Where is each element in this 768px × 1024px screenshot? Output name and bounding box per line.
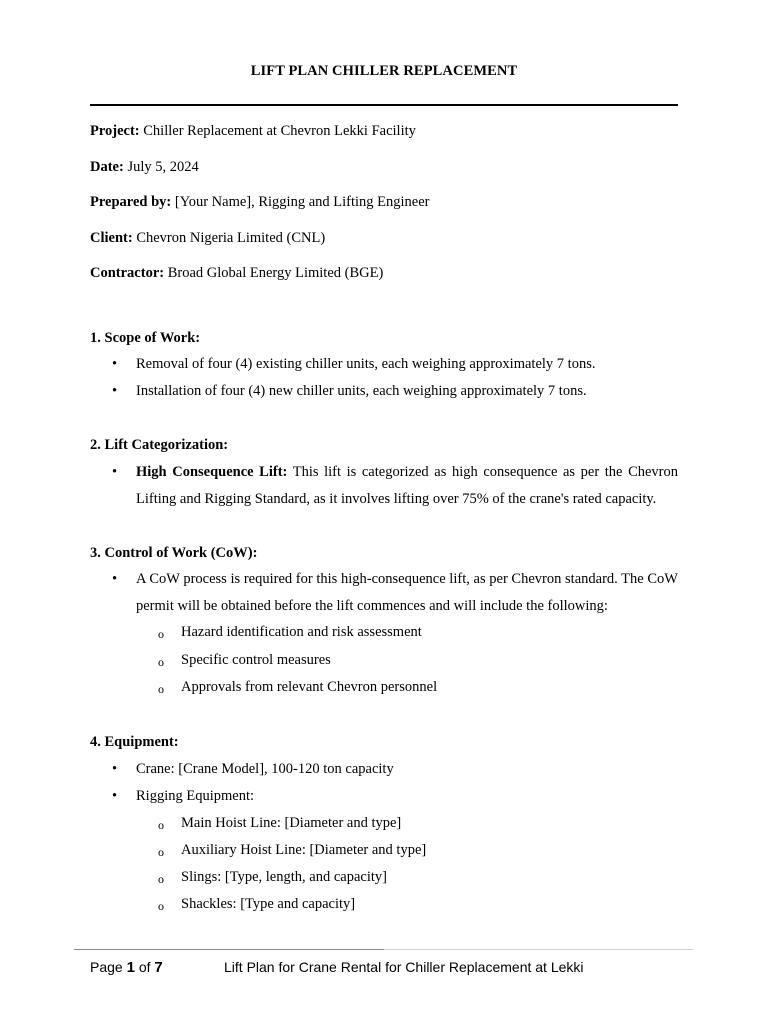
meta-label: Client: — [90, 230, 133, 246]
bullet-marker: • — [112, 761, 118, 777]
meta-label: Project: — [90, 123, 140, 139]
sub-list-item: Slings: [Type, length, and capacity] — [181, 869, 387, 885]
meta-value: Broad Global Energy Limited (BGE) — [167, 265, 384, 281]
bullet-marker: • — [112, 571, 118, 587]
footer-divider-light — [384, 949, 693, 950]
bullet-marker: • — [112, 356, 118, 372]
sub-bullet-marker: o — [158, 845, 164, 859]
footer-of-word: of — [138, 959, 151, 975]
footer-page-total: 7 — [154, 959, 163, 976]
section-heading-control-of-work: 3. Control of Work (CoW): — [90, 545, 258, 561]
list-item: Installation of four (4) new chiller units, each weighing approximately 7 tons. — [136, 383, 587, 399]
sub-list-item: Auxiliary Hoist Line: [Diameter and type] — [181, 842, 427, 858]
meta-label: Prepared by: — [90, 194, 172, 210]
list-item: Removal of four (4) existing chiller units, each weighing approximately 7 tons. — [136, 356, 596, 372]
meta-project — [90, 122, 416, 140]
sub-bullet-marker: o — [158, 872, 164, 886]
sub-list-item: Approvals from relevant Chevron personnel — [181, 679, 438, 695]
list-item: A CoW process is required for this high-consequence lift, as per Chevron standard. The CoW permit will be obtained before the lift commences and will include the following: — [136, 571, 678, 614]
meta-value: [Your Name], Rigging and Lifting Engineer — [174, 194, 430, 210]
list-item-text: This lift is categorized as high consequence as per the Chevron Lifting and Rigging Standard, as it involves lifting over 75% of the crane's rated capacity. — [136, 464, 679, 507]
list-item — [136, 459, 678, 513]
document-title: LIFT PLAN CHILLER REPLACEMENT — [250, 63, 518, 79]
list-item: Crane: [Crane Model], 100-120 ton capacity — [136, 761, 394, 777]
sub-list-item: Main Hoist Line: [Diameter and type] — [181, 815, 402, 831]
sub-bullet-marker: o — [158, 682, 164, 696]
list-item: Rigging Equipment: — [136, 788, 255, 804]
sub-bullet-marker: o — [158, 818, 164, 832]
bullet-marker: • — [112, 464, 118, 480]
meta-value: Chevron Nigeria Limited (CNL) — [136, 230, 326, 246]
meta-label: Date: — [90, 159, 124, 175]
section-heading-scope: 1. Scope of Work: — [90, 330, 201, 346]
sub-bullet-marker: o — [158, 899, 164, 913]
meta-value: July 5, 2024 — [127, 159, 199, 175]
section-heading-lift-categorization: 2. Lift Categorization: — [90, 437, 229, 453]
title-divider — [90, 104, 678, 106]
sub-bullet-marker: o — [158, 655, 164, 669]
meta-value: Chiller Replacement at Chevron Lekki Facility — [143, 123, 416, 139]
meta-label: Contractor: — [90, 265, 165, 281]
sub-list-item: Hazard identification and risk assessment — [181, 624, 422, 640]
meta-date — [90, 158, 199, 176]
footer-divider — [74, 949, 384, 950]
meta-contractor — [90, 264, 383, 282]
footer-page-current: 1 — [126, 959, 135, 976]
footer-page-number — [90, 959, 163, 976]
list-item-emphasis: High Consequence Lift: — [136, 464, 288, 480]
sub-list-item: Specific control measures — [181, 652, 331, 668]
footer-description: Lift Plan for Crane Rental for Chiller Replacement at Lekki — [224, 959, 584, 975]
meta-client — [90, 229, 325, 247]
footer-page-word: Page — [90, 959, 123, 975]
sub-bullet-marker: o — [158, 627, 164, 641]
bullet-marker: • — [112, 788, 118, 804]
bullet-marker: • — [112, 383, 118, 399]
section-heading-equipment: 4. Equipment: — [90, 734, 179, 750]
sub-list-item: Shackles: [Type and capacity] — [181, 896, 356, 912]
meta-prepared-by — [90, 193, 430, 211]
